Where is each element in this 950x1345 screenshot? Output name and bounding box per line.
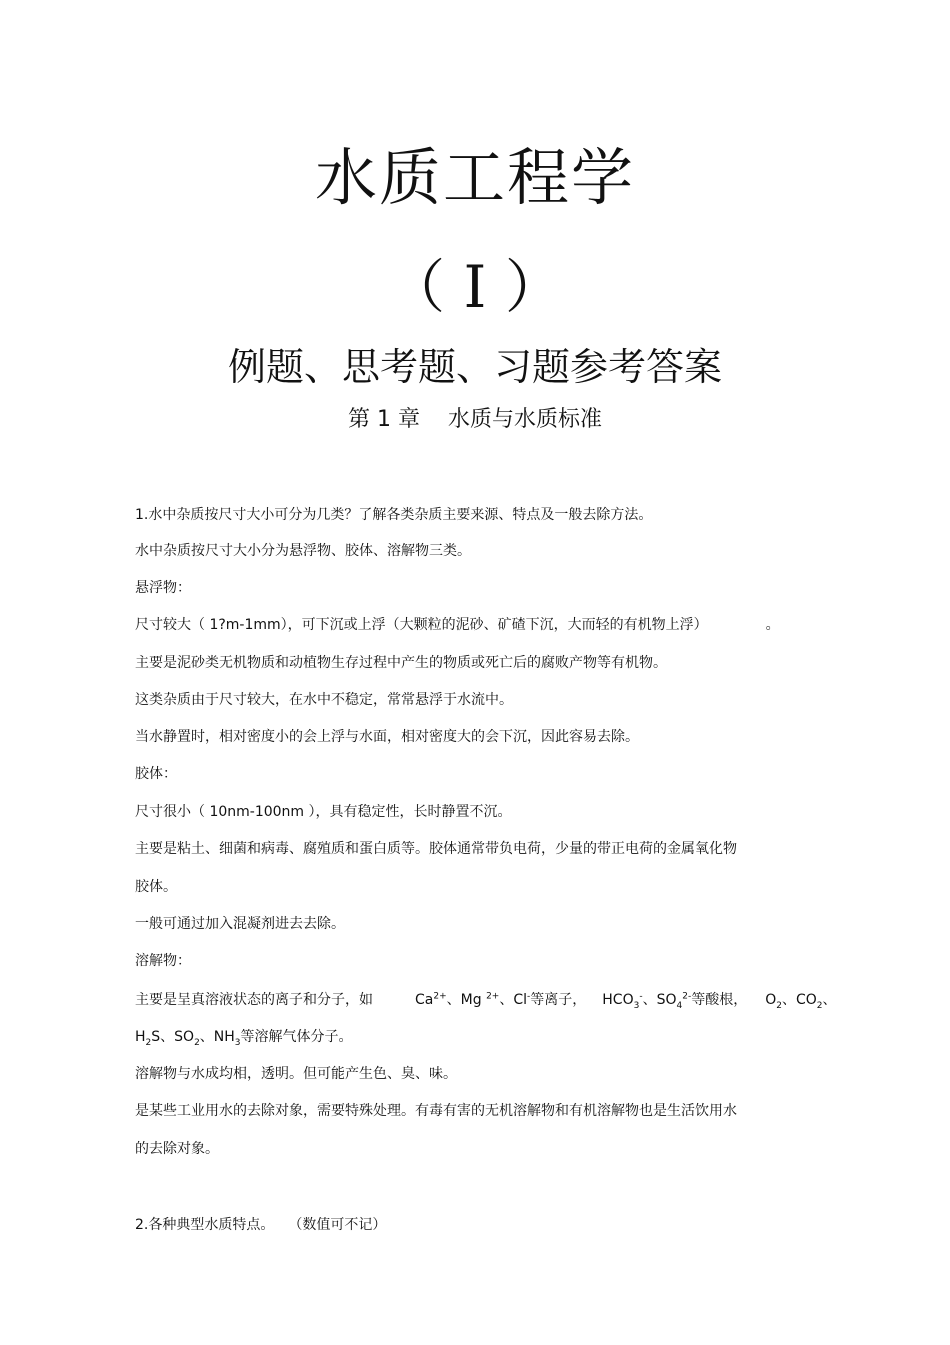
question-2-note: （数值可不记） [288,1217,387,1233]
question-2 [135,1214,386,1234]
ion-mg: Mg $^{2+}$ [460,991,500,1008]
ion-ca: $Ca^{2+}$ [415,991,447,1008]
book-subtitle: 例题、思考题、习题参考答案 [227,345,722,389]
gas-o2: $O_2$ [765,992,782,1011]
chapter-number: 第 1 章 [348,407,420,432]
ion-hco3: $HCO_3^-$ [602,991,643,1011]
answer-intro: 水中杂质按尺寸大小分为悬浮物、胶体、溶解物三类。 [135,543,471,559]
gas-nh3: $NH_3$ [213,1029,241,1048]
question-2-text: 2.各种典型水质特点。 [135,1217,275,1233]
suspended-stability: 这类杂质由于尺寸较大，在水中不稳定，常常悬浮于水流中。 [135,692,513,708]
suspended-size-text: 尺寸较大（ 1?m-1mm），可下沉或上浮（大颗粒的泥砂、矿碴下沉，大而轻的有机物上浮） [135,617,708,633]
dissolved-ions-lead: 主要是呈真溶液状态的离子和分子，如 [135,992,373,1008]
ion-so4: $SO_4^{2-}$ [656,991,692,1011]
colloid-heading: 胶体： [135,766,177,782]
gases-tail: 等溶解气体分子。 [240,1029,353,1045]
gas-co2: $CO_2$ [795,992,823,1011]
colloid-source-cont: 胶体。 [135,879,177,895]
suspended-heading: 悬浮物： [135,580,191,596]
chapter-heading [0,402,950,433]
chapter-title: 水质与水质标准 [447,407,602,432]
gas-so2: $SO_2$ [174,1029,200,1048]
suspended-size-end: 。 [765,617,780,633]
volume-label: （ I ） [387,253,563,321]
question-1: 1.水中杂质按尺寸大小可分为几类？了解各类杂质主要来源、特点及一般去除方法。 [135,507,653,523]
dissolved-heading: 溶解物： [135,953,191,969]
dissolved-gases: $H_2S$、$SO_2$、$NH_3$等溶解气体分子。 [135,1029,353,1048]
dissolved-ions: 主要是呈真溶液状态的离子和分子，如 $Ca^{2+}$、Mg $^{2+}$、Cl-等离子， $HCO_3^-$、$SO_4^{2-}$等酸根， $O_2$、$CO_2$、 [135,991,837,1011]
dissolved-removal-cont: 的去除对象。 [135,1141,219,1157]
book-title: 水质工程学 [314,141,635,214]
suspended-size [135,614,780,634]
colloid-size: 尺寸很小（ 10nm-100nm ），具有稳定性，长时静置不沉。 [135,804,512,820]
dissolved-properties: 溶解物与水成均相，透明。但可能产生色、臭、味。 [135,1066,457,1082]
gas-h2s: $H_2S$、 [135,1029,175,1048]
suspended-source: 主要是泥砂类无机物质和动植物生存过程中产生的物质或死亡后的腐败产物等有机物。 [135,655,667,671]
ion-cl: Cl- [513,991,531,1008]
colloid-source: 主要是粘土、细菌和病毒、腐殖质和蛋白质等。胶体通常带负电荷，少量的带正电荷的金属氧化物 [135,841,737,857]
colloid-removal: 一般可通过加入混凝剂进去去除。 [135,916,345,932]
suspended-removal: 当水静置时，相对密度小的会上浮与水面，相对密度大的会下沉，因此容易去除。 [135,729,639,745]
dissolved-removal: 是某些工业用水的去除对象，需要特殊处理。有毒有害的无机溶解物和有机溶解物也是生活饮用水 [135,1103,737,1119]
